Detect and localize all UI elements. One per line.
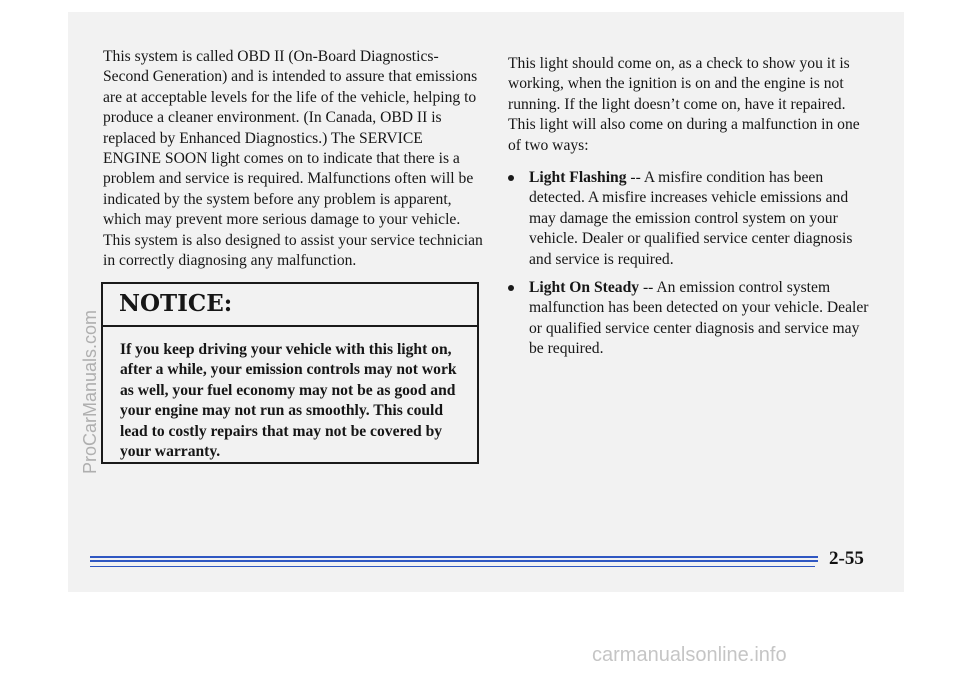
- bullet-icon: [508, 175, 514, 181]
- notice-box: [101, 282, 479, 464]
- list-item: [508, 278, 873, 360]
- notice-body: If you keep driving your vehicle with this light on, after a while, your emission controls may not work as well, your fuel economy may not be as good and your engine may not run as smoothly. This could lead to costly repairs that may not be covered by your warranty.: [120, 341, 457, 461]
- bullet-text: -- An emission control system malfunction has been detected on your vehicle. Dealer or qualified service center diagnosis and service may be required.: [529, 279, 869, 358]
- obd-description-paragraph: This system is called OBD II (On-Board Diagnostics-Second Generation) and is intended to assure that emissions are at acceptable levels for the life of the vehicle, helping to produce a cleaner environment. (In Canada, OBD II is replaced by Enhanced Diagnostics.) The SERVICE ENGINE SOON light comes on to indicate that there is a problem and service is required. Malfunctions often will be indicated by the system before any problem is apparent, which may prevent more serious damage to your vehicle. This system is also designed to assist your service technician in correctly diagnosing any malfunction.: [103, 48, 483, 270]
- bullet-term: Light Flashing: [529, 169, 627, 187]
- page-number: 2-55: [829, 548, 864, 569]
- footer-rule-thick: [90, 560, 818, 562]
- left-column: [103, 47, 483, 271]
- side-watermark: ProCarManuals.com: [80, 309, 100, 474]
- light-modes-list: [508, 168, 873, 360]
- footer-rule-upper: [90, 556, 818, 558]
- footer-rule-lower: [90, 566, 815, 567]
- bullet-term: Light On Steady: [529, 279, 640, 297]
- list-item: [508, 168, 873, 270]
- notice-heading: NOTICE:: [103, 284, 477, 327]
- bullet-icon: [508, 285, 514, 291]
- bottom-watermark: carmanualsonline.info: [592, 644, 787, 666]
- light-intro-paragraph: This light should come on, as a check to show you it is working, when the ignition is on and the engine is not running. If the light doesn’t come on, have it repaired. This light will also come on during a malfunction in one of two ways:: [508, 55, 860, 154]
- bullet-text: -- A misfire condition has been detected. A misfire increases vehicle emissions and may damage the emission control system on your vehicle. Dealer or qualified service center diagnosis and service is required.: [529, 169, 853, 268]
- right-column: [508, 54, 873, 368]
